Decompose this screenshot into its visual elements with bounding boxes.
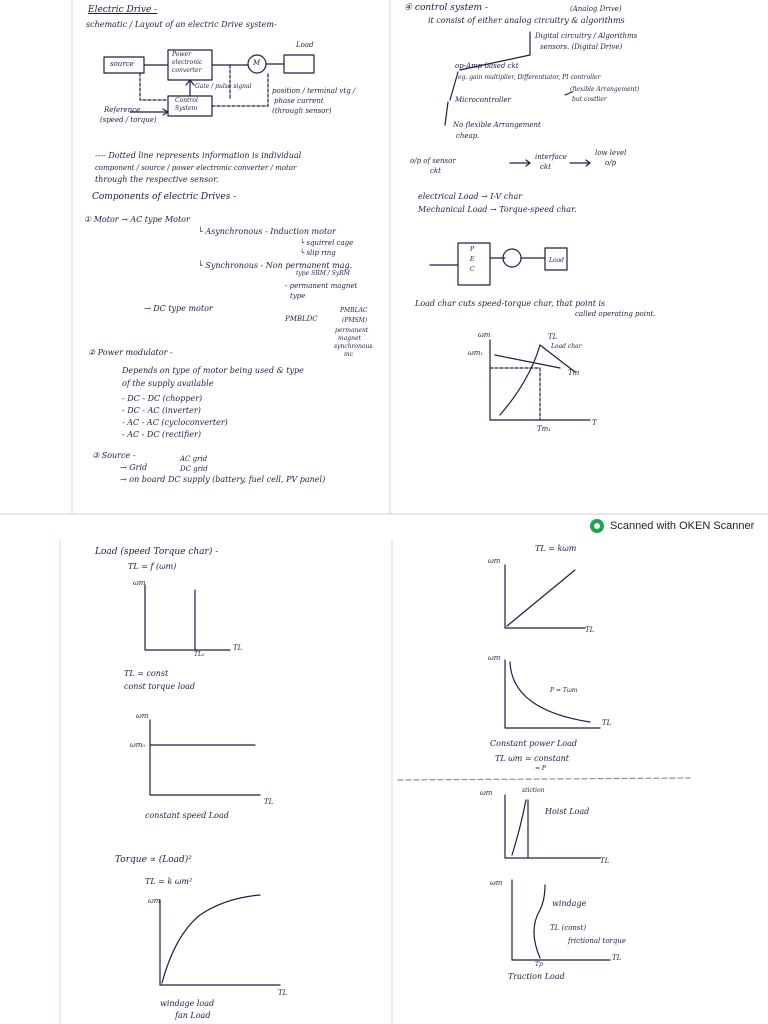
depends-line-1: Depends on type of motor being used & type	[122, 366, 304, 375]
conv-dcac: - DC - AC (inverter)	[122, 406, 201, 415]
graph-power-x-axis: TL	[602, 719, 612, 727]
conv-acdc: - AC - DC (rectifier)	[122, 430, 201, 439]
graph1-x-axis: TL	[233, 644, 243, 652]
squirrel-cage-line: └ squirrel cage	[300, 239, 354, 247]
cheap-line: cheap.	[456, 132, 480, 140]
pmblac-1: PMBLAC	[340, 307, 368, 314]
graph3-x-axis: TL	[278, 989, 288, 997]
ac-grid-label: AC grid	[180, 455, 208, 463]
feedback-label-2: phase current	[274, 97, 324, 105]
const-speed-caption: constant speed Load	[145, 811, 229, 820]
interface-1: interface	[535, 153, 567, 161]
tl-const-curve-label: TL (const)	[550, 924, 587, 932]
sensor-op-1: o/p of sensor	[410, 157, 456, 165]
drive-sketch	[430, 243, 567, 285]
cuts-line-1: Load char cuts speed-torque char, that point is	[415, 299, 606, 308]
cuts-line-2: called operating point.	[575, 310, 656, 318]
pec-letter-c: C	[470, 266, 475, 273]
permanent-magnet-line: - permanent magnet	[285, 282, 358, 290]
schematic-caption: schematic / Layout of an electric Drive system-	[86, 20, 277, 29]
tm-curve-label: Tm	[568, 369, 580, 377]
graph-linear-x-axis: TL	[585, 626, 595, 634]
graph-traction-y-axis: ωm	[490, 879, 503, 887]
pec-label-3: converter	[172, 67, 202, 74]
conv-dcdc: - DC - DC (chopper)	[122, 394, 203, 403]
tl-function-line: TL = f (ωm)	[128, 562, 177, 571]
no-flexible-line: No flexible Arrangement	[453, 121, 541, 129]
graph2-x-axis: TL	[264, 798, 274, 806]
tl-curve-label: TL	[548, 333, 558, 341]
load-speed-torque-heading: Load (speed Torque char) -	[95, 547, 219, 557]
pec-letter-e: E	[470, 256, 475, 263]
windage-curve-label: windage	[552, 899, 587, 908]
opamp-line: op-Amp based ckt	[455, 62, 519, 70]
graph-linear-eq: TL = kωm	[535, 544, 577, 553]
feedback-label-3: (through sensor)	[272, 107, 332, 115]
traction-load-graph	[512, 880, 610, 960]
dotted-note-2: component / source / power electronic converter / motor	[95, 164, 297, 172]
graph-power-p-label: P = Tωm	[550, 687, 578, 694]
source-label: source	[110, 60, 134, 68]
const-power-graph	[505, 660, 600, 728]
async-line: └ Asynchronous - Induction motor	[198, 227, 336, 236]
digital-circuitry-line: Digital circuitry / Algorithms	[535, 32, 638, 40]
graph2-wm0: ωm₀	[130, 741, 146, 749]
linear-load-graph	[505, 565, 585, 628]
flexible-label: (flexible Arrangement)	[570, 86, 640, 93]
load-char-label: Load char	[551, 343, 582, 350]
onboard-line: → on board DC supply (battery, fuel cell, PV panel)	[120, 475, 326, 484]
t-axis-label: T	[592, 419, 597, 427]
gate-pulse-label: Gate / pulse signal	[195, 83, 252, 90]
slip-ring-line: └ slip ring	[300, 249, 336, 257]
const-torque-caption: const torque load	[124, 682, 195, 691]
torque-prop-heading: Torque ∝ (Load)²	[115, 855, 192, 865]
graph1-y-axis: ωm	[133, 579, 146, 587]
interface-2: ckt	[540, 163, 551, 171]
permanent-magnet-line-2: type	[290, 292, 306, 300]
sync-line: └ Synchronous - Non permanent mag.	[198, 261, 353, 270]
const-power-p: = P	[535, 765, 546, 772]
pec-label-1: Power	[172, 51, 191, 58]
const-speed-graph	[150, 720, 260, 795]
pmblac-6: mc	[344, 351, 354, 358]
depends-line-2: of the supply available	[122, 379, 214, 388]
pmblac-3: permanent	[335, 327, 369, 334]
traction-caption: Traction Load	[508, 972, 565, 981]
control-label-1: Control	[175, 97, 198, 104]
scanner-logo-icon	[590, 519, 604, 533]
graph-hoist-y-axis: ωm	[480, 789, 493, 797]
tm1-label: Tm₁	[537, 425, 552, 433]
hoist-load-graph	[505, 795, 600, 858]
wm1-label: ωm₁	[468, 349, 484, 357]
reference-label-1: Reference	[104, 106, 141, 114]
analog-drive-label: (Analog Drive)	[570, 5, 622, 13]
pmblac-4: magnet	[338, 335, 361, 342]
low-level-2: o/p	[605, 159, 617, 167]
dotted-note-3: through the respective sensor.	[95, 175, 219, 184]
pmbldc-label: PMBLDC	[285, 315, 318, 323]
page-title: Electric Drive -	[88, 5, 158, 15]
sensors-line: sensors. (Digital Drive)	[540, 43, 623, 51]
microcontroller-label: Microcontroller	[455, 96, 511, 104]
stiction-label: stiction	[522, 787, 545, 794]
const-power-eq: TL ωm = constant	[495, 754, 569, 763]
tl-const-line: TL = const	[124, 669, 169, 678]
graph1-tl0: TL₀	[194, 651, 205, 658]
costlier-label: but costlier	[572, 96, 607, 103]
const-torque-graph	[145, 585, 230, 650]
tp-label: Tp	[535, 961, 543, 968]
power-modulator-heading: ② Power modulator -	[88, 348, 173, 357]
load-label: Load	[296, 41, 314, 49]
graph3-y-axis: ωm	[148, 897, 161, 905]
feedback-label-1: position / terminal vtg /	[272, 87, 356, 95]
sensor-op-2: ckt	[430, 167, 441, 175]
load-box-label: Load	[549, 257, 565, 264]
graph2-y-axis: ωm	[136, 712, 149, 720]
operating-point-graph	[490, 340, 590, 420]
graph-linear-y-axis: ωm	[488, 557, 501, 565]
tl-kw-line: TL = k ωm²	[145, 877, 193, 886]
motor-type-line: ① Motor → AC type Motor	[84, 215, 190, 224]
motor-label: M	[253, 59, 261, 67]
consist-line: it consist of either analog circuitry & algorithms	[428, 16, 625, 25]
dc-grid-label: DC grid	[180, 465, 208, 473]
pmblac-5: synchronous	[334, 343, 373, 350]
source-heading: ③ Source -	[92, 451, 136, 460]
wm-axis-label: ωm	[478, 331, 491, 339]
scanner-label: Scanned with OKEN Scanner	[610, 520, 755, 532]
hoist-caption: Hoist Load	[545, 807, 590, 816]
graph-traction-x-axis: TL	[612, 954, 622, 962]
dc-motor-line: → DC type motor	[144, 304, 213, 313]
pec-label-2: electronic	[172, 59, 203, 66]
friction-curve-label: frictional torque	[568, 937, 627, 945]
electrical-load-line: electrical Load → I-V char	[418, 192, 523, 201]
fan-caption: fan Load	[175, 1011, 211, 1020]
pec-letter-p: P	[470, 246, 475, 253]
fan-load-graph	[160, 895, 280, 985]
reference-label-2: (speed / torque)	[100, 116, 157, 124]
windage-caption: windage load	[160, 999, 215, 1008]
dotted-note-1: ---- Dotted line represents information is individual	[95, 151, 302, 160]
scanner-watermark	[590, 517, 754, 535]
const-power-caption: Constant power Load	[490, 739, 577, 748]
low-level-1: low level	[595, 149, 627, 157]
control-label-2: System	[175, 105, 198, 112]
components-heading: Components of electric Drives -	[92, 192, 237, 202]
gain-line: eg. gain multiplier, Differentiator, PI controller	[458, 74, 601, 81]
mechanical-load-line: Mechanical Load → Torque-speed char.	[418, 205, 577, 214]
graph-power-y-axis: ωm	[488, 654, 501, 662]
conv-acac: - AC - AC (cycloconverter)	[122, 418, 228, 427]
pmblac-2: (PMSM)	[342, 317, 368, 324]
control-system-heading: ④ control system -	[404, 3, 488, 13]
grid-label: → Grid	[120, 463, 148, 472]
sync-line-2: type SRM / SyRM	[296, 270, 350, 277]
graph-hoist-x-axis: TL	[600, 857, 610, 865]
load-block	[284, 55, 314, 73]
